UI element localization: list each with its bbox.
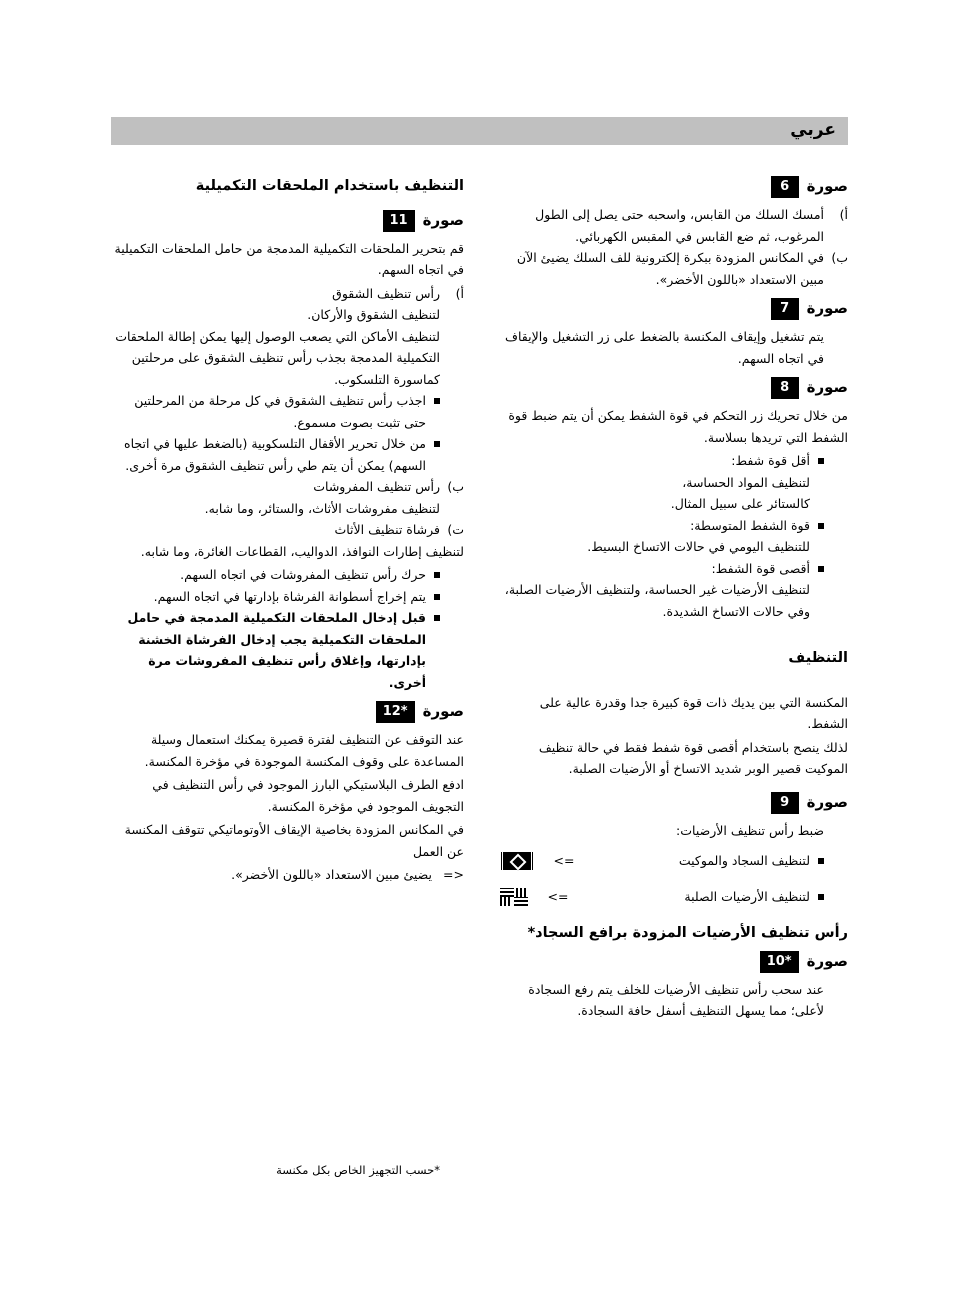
upholstery-tool-item: [114, 476, 464, 519]
suction-level-min: [500, 450, 848, 515]
carpet-setting-icon: [500, 852, 534, 870]
setting-text: لتنظيف السجاد والموكيت: [678, 853, 810, 869]
figure-7-heading: [500, 296, 848, 322]
bullet-square-icon: [818, 566, 824, 572]
cleaning-paragraph-1: المكنسة التي بين يديك ذات قوة كبيرة جدا وقدرة عالية على الشفط.: [539, 694, 848, 731]
list-item: [500, 204, 848, 247]
item-line: لتنظيف مفروشات الأثاث، والستائر، وما شابه.: [204, 500, 440, 516]
item-title: رأس تنظيف المفروشات: [313, 479, 440, 494]
arrow-icon: <=: [553, 853, 575, 869]
bullet-square-icon: [818, 858, 824, 864]
figure-label: صورة: [806, 299, 848, 318]
item-title: فرشاة تنظيف الأثاث: [334, 522, 440, 537]
list-item-warning: [114, 607, 464, 693]
figure-number-badge: 8: [771, 377, 799, 399]
item-text: في المكانس المزودة ببكرة إلكترونية للف السلك يضيئ الآن مبين الاستعداد «باللون الأخضر».: [516, 250, 824, 287]
suction-level-max: [500, 558, 848, 623]
bullet-line: للتنظيف اليومي في حالات الاتساخ البسيط.: [587, 539, 810, 554]
crevice-tool-item: [114, 283, 464, 391]
figure-number-badge: 7: [771, 298, 799, 320]
carpet-lifter-text: عند سحب رأس تنظيف الأرضيات للخلف يتم رفع السجادة لأعلى؛ مما يسهل التنظيف أسفل حافة السجادة.: [528, 981, 824, 1018]
furniture-brush-item: [114, 519, 464, 541]
list-item: [114, 433, 464, 476]
item-line: لتنظيف الشقوق والأركان.: [307, 307, 440, 322]
bullet-text: حرك رأس تنظيف المفروشات في اتجاه السهم.: [180, 567, 426, 582]
figure-10-heading: [500, 949, 848, 975]
bullet-line: كالستائر على سبيل المثال.: [670, 496, 810, 511]
figure-9-intro: ضبط رأس تنظيف الأرضيات:: [676, 822, 824, 838]
figure-12-paragraph-1: عند التوقف عن التنظيف لفترة قصيرة يمكنك استعمال وسيلة المساعدة على وقوف المكنسة الموجودة في مؤخرة المكنسة.: [144, 732, 464, 769]
figure-label: صورة: [806, 792, 848, 811]
figure-6-heading: [500, 174, 848, 200]
item-marker: أ): [839, 207, 848, 222]
cleaning-paragraph-2: لذلك ينصح باستخدام أقصى قوة شفط فقط في حالة تنظيف الموكيت قصير الوبر شديد الاتساخ أو الأرضيات الصلبة.: [538, 739, 848, 776]
bullet-title: أقصى قوة الشفط:: [711, 560, 810, 576]
bullet-text: من خلال تحرير الأقفال التلسكوبية (بالضغط عليها في اتجاه السهم) يمكن أن يتم طي رأس تنظيف الشقوق مرة أخرى.: [124, 436, 426, 473]
list-item: [114, 390, 464, 433]
language-label: عربي: [790, 120, 836, 140]
result-text: يضيئ مبين الاستعداد «باللون الأخضر».: [231, 867, 432, 882]
bullet-title: قوة الشفط المتوسطة:: [690, 517, 810, 533]
bullet-square-icon: [818, 458, 824, 464]
figure-7-text: يتم تشغيل وإيقاف المكنسة بالضغط على زر التشغيل والإيقاف في اتجاه السهم.: [505, 329, 824, 366]
figure-label: صورة: [806, 177, 848, 196]
figure-12-result: [114, 864, 464, 886]
figure-11-heading: [114, 208, 464, 234]
bullet-square-icon: [434, 594, 440, 600]
figure-number-badge: 10*: [760, 951, 799, 973]
right-column: [500, 172, 848, 1024]
item-marker: ب): [831, 250, 848, 265]
bullet-square-icon: [434, 572, 440, 578]
item-marker: أ): [455, 285, 464, 301]
arrow-icon: =>: [443, 867, 464, 882]
setting-text: لتنظيف الأرضيات الصلبة: [684, 889, 810, 905]
figure-number-badge: 9: [771, 792, 799, 814]
item-marker: ب): [447, 479, 464, 494]
figure-8-intro: من خلال تحريك زر التحكم في قوة الشفط يمكن أن يتم ضبط قوة الشفط التي تريدها بسلاسة.: [508, 408, 848, 445]
figure-number-badge: 11: [383, 210, 415, 232]
accessories-section-title: التنظيف باستخدام الملحقات التكميلية: [195, 178, 464, 194]
item-line: لتنظيف الأماكن التي يصعب الوصول إليها يمكن إطالة الملحقات التكميلية المدمجة بجذب رأس تنظيف الشقوق على مرحلتين كماسورة التلسكوب.: [115, 328, 440, 387]
language-header-bar: [111, 117, 848, 145]
figure-9-heading: [500, 790, 848, 816]
item-title: رأس تنظيف الشقوق: [332, 285, 440, 301]
figure-11-intro: قم بتحرير الملحقات التكميلية المدمجة من حامل الملحقات التكميلية في اتجاه السهم.: [114, 240, 464, 277]
figure-8-heading: [500, 375, 848, 401]
bullet-text: يتم إخراج أسطوانة الفرشاة بإدارتها في اتجاه السهم.: [153, 588, 426, 604]
figure-label: صورة: [422, 702, 464, 721]
left-column: [114, 172, 464, 886]
footnote: *حسب التجهيز الخاص بكل مكنسة: [276, 1163, 440, 1177]
furniture-brush-text: لتنظيف إطارات النوافذ، الدواليب، القطاعات الغائرة، وما شابه.: [140, 543, 464, 559]
figure-label: صورة: [806, 951, 848, 970]
figure-12-paragraph-3: في المكانس المزودة بخاصية الإيقاف الأوتوماتيكي تتوقف المكنسة عن العمل: [124, 822, 464, 859]
bullet-line: لتنظيف الأرضيات غير الحساسة، ولتنظيف الأرضيات الصلبة، وفي حالات الاتساخ الشديدة.: [504, 582, 810, 619]
bullet-square-icon: [818, 894, 824, 900]
suction-level-medium: [500, 515, 848, 558]
bullet-line: لتنظيف المواد الحساسة،: [682, 474, 810, 490]
list-item: [500, 247, 848, 290]
bullet-text: اجذب رأس تنظيف الشقوق في كل مرحلة من المرحلتين حتى تثبت بصوت مسموع.: [134, 393, 426, 430]
figure-12-paragraph-2: ادفع الطرف البلاستيكي البارز الموجود في رأس التنظيف في التجويف الموجود في مؤخرة المكنسة.: [152, 777, 464, 814]
floor-head-hard-row: [500, 879, 848, 915]
bullet-square-icon: [434, 615, 440, 621]
bullet-title: أقل قوة شفط:: [731, 453, 810, 468]
arrow-icon: <=: [547, 889, 569, 905]
list-item: [114, 564, 464, 586]
carpet-lifter-title: رأس تنظيف الأرضيات المزودة برافع السجاد*: [527, 925, 848, 941]
figure-label: صورة: [422, 210, 464, 229]
item-text: أمسك السلك من القابس، واسحبه حتى يصل إلى الطول المرغوب، ثم ضع القابس في المقبس الكهربائي.: [535, 207, 824, 244]
floor-head-carpet-row: [500, 843, 848, 879]
hard-floor-setting-icon: [500, 888, 528, 906]
bullet-text: قبل إدخال الملحقات التكميلية المدمجة في حامل الملحقات التكميلية يجب إدخال الفرشاة الخشنة بإدارتها، وإغلاق رأس تنظيف المفروشات مرة أخرى.: [127, 610, 426, 690]
bullet-square-icon: [818, 523, 824, 529]
bullet-square-icon: [434, 441, 440, 447]
list-item: [114, 586, 464, 608]
figure-number-badge: 12*: [376, 701, 415, 723]
bullet-square-icon: [434, 398, 440, 404]
item-marker: ت): [447, 522, 464, 537]
cleaning-section-title: التنظيف: [788, 650, 848, 666]
figure-label: صورة: [806, 378, 848, 397]
figure-number-badge: 6: [771, 176, 799, 198]
figure-12-heading: [114, 699, 464, 725]
